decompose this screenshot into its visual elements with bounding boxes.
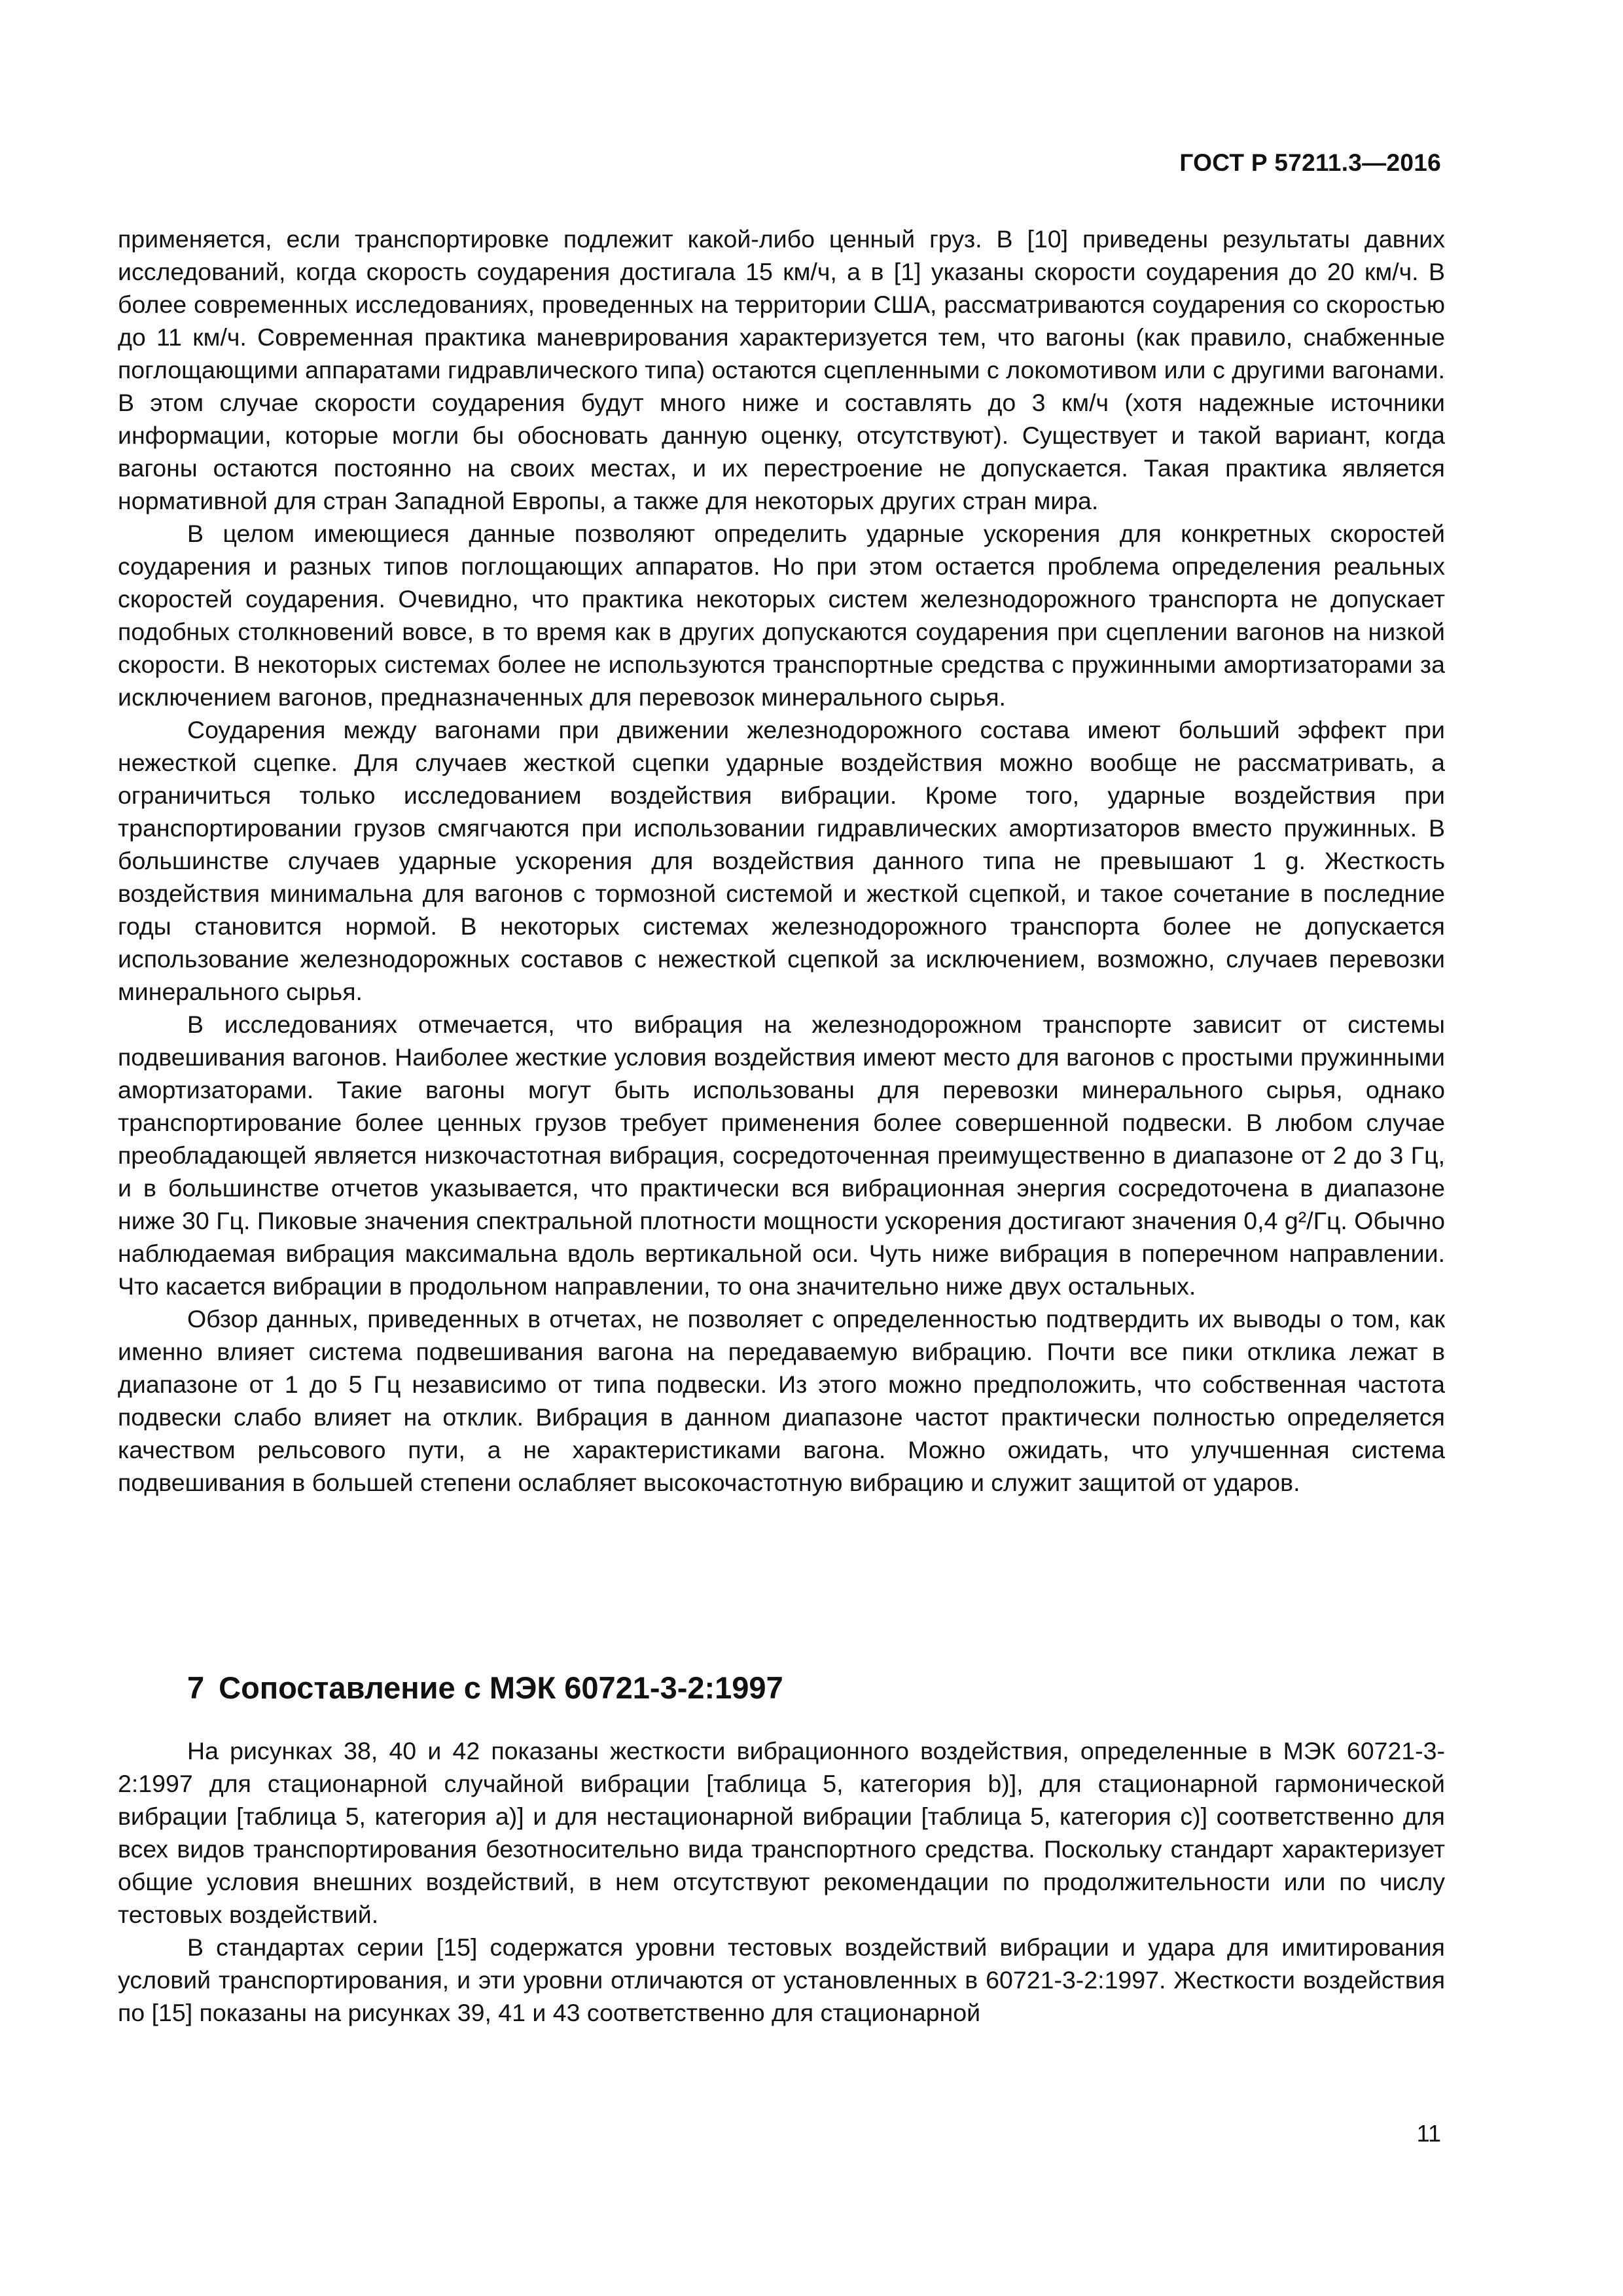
section-number: 7 — [187, 1670, 205, 1705]
section-title: Сопоставление с МЭК 60721-3-2:1997 — [219, 1670, 783, 1705]
paragraph: применяется, если транспортировке подлежит какой-либо ценный груз. В [10] приведены результаты давних исследований, когда скорость соударения достигала 15 км/ч, а в [1] указаны скорости соударения до 20 км/ч. В более современных исследованиях, проведенных на территории США, рассматриваются соударения со скоростью до 11 км/ч. Современная практика маневрирования характеризуется тем, что вагоны (как правило, снабженные поглощающими аппаратами гидравлического типа) остаются сцепленными с локомотивом или с другими вагонами. В этом случае скорости соударения будут много ниже и составлять до 3 км/ч (хотя надежные источники информации, которые могли бы обосновать данную оценку, отсутствуют). Существует и такой вариант, когда вагоны остаются постоянно на своих местах, и их перестроение не допускается. Такая практика является нормативной для стран Западной Европы, а также для некоторых других стран мира. — [118, 225, 1445, 514]
body-text — [118, 223, 1445, 1499]
paragraph: В целом имеющиеся данные позволяют определить ударные ускорения для конкретных скоростей соударения и разных типов поглощающих аппаратов. Но при этом остается проблема определения реальных скоростей соударения. Очевидно, что практика некоторых систем железнодорожного транспорта не допускает подобных столкновений вовсе, в то время как в других допускаются соударения при сцеплении вагонов на низкой скорости. В некоторых системах более не используются транспортные средства с пружинными амортизаторами за исключением вагонов, предназначенных для перевозок минерального сырья. — [118, 520, 1445, 711]
paragraph: В стандартах серии [15] содержатся уровни тестовых воздействий вибрации и удара для имитирования условий транспортирования, и эти уровни отличаются от установленных в 60721-3-2:1997. Жесткости воздействия по [15] показаны на рисунках 39, 41 и 43 соответственно для стационарной — [118, 1933, 1445, 2026]
document-code-header: ГОСТ Р 57211.3—2016 — [1179, 149, 1441, 176]
paragraph: Соударения между вагонами при движении железнодорожного состава имеют больший эффект при нежесткой сцепке. Для случаев жесткой сцепки ударные воздействия можно вообще не рассматривать, а ограничиться только исследованием воздействия вибрации. Кроме того, ударные воздействия при транспортировании грузов смягчаются при использовании гидравлических амортизаторов вместо пружинных. В большинстве случаев ударные ускорения для воздействия данного типа не превышают 1 g. Жесткость воздействия минимальна для вагонов с тормозной системой и жесткой сцепкой, и такое сочетание в последние годы становится нормой. В некоторых системах железнодорожного транспорта более не допускается использование железнодорожных составов с нежесткой сцепкой за исключением, возможно, случаев перевозки минерального сырья. — [118, 716, 1445, 1005]
paragraph: Обзор данных, приведенных в отчетах, не позволяет с определенностью подтвердить их выводы о том, как именно влияет система подвешивания вагона на передаваемую вибрацию. Почти все пики отклика лежат в диапазоне от 1 до 5 Гц независимо от типа подвески. Из этого можно предположить, что собственная частота подвески слабо влияет на отклик. Вибрация в данном диапазоне частот практически полностью определяется качеством рельсового пути, а не характеристиками вагона. Можно ожидать, что улучшенная система подвешивания в большей степени ослабляет высокочастотную вибрацию и служит защитой от ударов. — [118, 1305, 1445, 1496]
section-body-text — [118, 1734, 1445, 2029]
page-number: 11 — [1416, 2120, 1441, 2147]
paragraph: На рисунках 38, 40 и 42 показаны жесткости вибрационного воздействия, определенные в МЭК 60721-3-2:1997 для стационарной случайной вибрации [таблица 5, категория b)], для стационарной гармонической вибрации [таблица 5, категория a)] и для нестационарной вибрации [таблица 5, категория c)] соответственно для всех видов транспортирования безотносительно вида транспортного средства. Поскольку стандарт характеризует общие условия внешних воздействий, в нем отсутствуют рекомендации по продолжительности или по числу тестовых воздействий. — [118, 1737, 1445, 1928]
paragraph: В исследованиях отмечается, что вибрация на железнодорожном транспорте зависит от системы подвешивания вагонов. Наиболее жесткие условия воздействия имеют место для вагонов с простыми пружинными амортизаторами. Такие вагоны могут быть использованы для перевозки минерального сырья, однако транспортирование более ценных грузов требует применения более совершенной подвески. В любом случае преобладающей является низкочастотная вибрация, сосредоточенная преимущественно в диапазоне от 2 до 3 Гц, и в большинстве отчетов указывается, что практически вся вибрационная энергия сосредоточена в диапазоне ниже 30 Гц. Пиковые значения спектральной плотности мощности ускорения достигают значения 0,4 g²/Гц. Обычно наблюдаемая вибрация максимальна вдоль вертикальной оси. Чуть ниже вибрация в поперечном направлении. Что касается вибрации в продольном направлении, то она значительно ниже двух остальных. — [118, 1011, 1445, 1300]
section-heading — [187, 1672, 783, 1703]
